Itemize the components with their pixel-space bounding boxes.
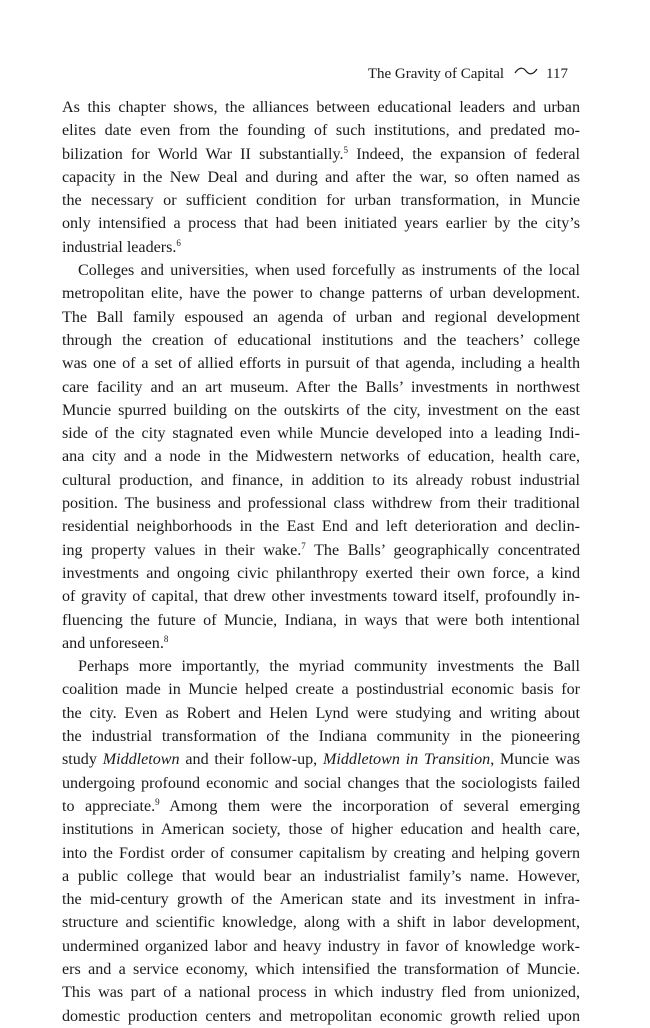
text-line: the mid-century growth of the American state and its investment in infra- (62, 891, 580, 909)
text-line: fluencing the future of Muncie, Indiana, in ways that were both intentional (62, 611, 580, 629)
text-line: only intensified a process that had been initiated years earlier by the city’s (62, 215, 580, 233)
paragraph (62, 259, 580, 655)
text-line: Colleges and universities, when used forcefully as instruments of the local (78, 262, 580, 280)
text-line: coalition made in Muncie helped create a postindustrial economic basis for (62, 681, 580, 699)
text-line: The Ball family espoused an agenda of urban and regional development (62, 308, 580, 326)
text-line: This was part of a national process in which industry fled from unionized, (62, 984, 580, 1002)
text-line: structure and scientific knowledge, along with a shift in labor development, (62, 914, 580, 932)
text-line: into the Fordist order of consumer capitalism by creating and helping govern (62, 844, 580, 862)
text-line: Perhaps more importantly, the myriad community investments the Ball (78, 658, 580, 676)
text-line: study Middletown and their follow-up, Middletown in Transition, Muncie was (62, 751, 581, 769)
footnote-marker: 6 (176, 237, 181, 248)
text-line: the necessary or sufficient condition for urban transformation, in Muncie (62, 192, 580, 210)
text-line: a public college that would bear an industrialist family’s name. However, (62, 867, 580, 885)
text-line: bilization for World War II substantially.$^5$ Indeed, the expansion of federal (62, 144, 580, 163)
text-line: of gravity of capital, that drew other investments toward itself, profoundly in- (62, 588, 580, 606)
body-text (62, 96, 580, 1028)
text-line: side of the city stagnated even while Muncie developed into a leading Indi- (62, 425, 580, 443)
text-line: ing property values in their wake.$^7$ The Balls’ geographically concentrated (62, 540, 581, 559)
page-number: 117 (546, 66, 568, 82)
text-line: residential neighborhoods in the East End and left deterioration and declin- (62, 518, 580, 536)
text-line: institutions in American society, those of higher education and health care, (62, 821, 580, 839)
text-line: and unforeseen.$^8$ (62, 633, 169, 652)
text-line: through the creation of educational institutions and the teachers’ college (62, 331, 580, 349)
running-head (368, 64, 568, 84)
text-line: care facility and an art museum. After the Balls’ investments in northwest (62, 378, 580, 396)
tilde-ornament-icon (514, 66, 538, 76)
text-line: was one of a set of allied efforts in pursuit of that agenda, including a health (62, 355, 580, 373)
text-line: to appreciate.$^9$ Among them were the incorporation of several emerging (62, 796, 580, 815)
text-line: undergoing profound economic and social changes that the sociologists failed (62, 774, 580, 792)
text-line: elites date even from the founding of such institutions, and predated mo- (62, 122, 580, 140)
text-line: ana city and a node in the Midwestern networks of education, health care, (62, 448, 580, 466)
text-line: investments and ongoing civic philanthropy exerted their own force, a kind (62, 564, 580, 582)
footnote-marker: 5 (343, 144, 348, 155)
text-line: metropolitan elite, have the power to change patterns of urban development. (62, 285, 580, 303)
text-line: industrial leaders.$^6$ (62, 237, 181, 256)
text-line: cultural production, and finance, in addition to its already robust industrial (62, 471, 580, 489)
footnote-marker: 9 (155, 796, 160, 807)
text-line: domestic production centers and metropolitan economic growth relied upon (62, 1007, 580, 1025)
text-line: As this chapter shows, the alliances between educational leaders and urban (62, 99, 580, 116)
text-line: position. The business and professional class withdrew from their traditional (62, 495, 580, 513)
footnote-marker: 7 (301, 540, 306, 551)
text-line: capacity in the New Deal and during and after the war, so often named as (62, 168, 580, 186)
text-line: Muncie spurred building on the outskirts of the city, investment on the east (62, 401, 580, 419)
text-line: the industrial transformation of the Indiana community in the pioneering (62, 728, 580, 746)
running-head-title: The Gravity of Capital (367, 66, 505, 82)
text-line: ers and a service economy, which intensified the transformation of Muncie. (62, 960, 580, 978)
paragraph (62, 655, 580, 1028)
book-title: Middletown in Transition (323, 751, 491, 769)
paragraph (62, 96, 580, 259)
text-line: the city. Even as Robert and Helen Lynd were studying and writing about (62, 704, 580, 722)
book-title: Middletown (102, 751, 180, 769)
footnote-marker: 8 (163, 633, 169, 644)
text-line: undermined organized labor and heavy industry in favor of knowledge work- (62, 937, 580, 955)
